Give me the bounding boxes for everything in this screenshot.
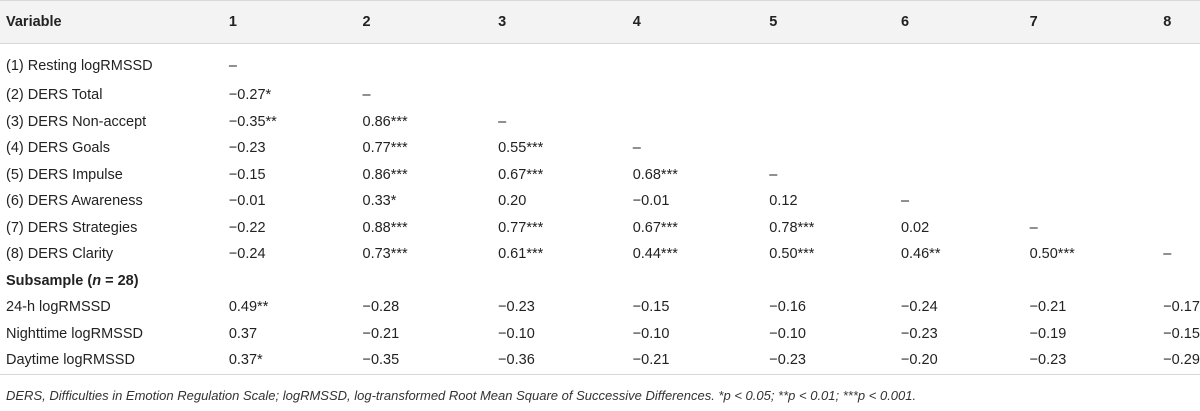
table-header (0, 1, 1200, 44)
table-cell (492, 44, 627, 83)
table-cell: −0.35 (357, 347, 493, 374)
table-cell: −0.36 (492, 347, 627, 374)
table-cell: 0.77*** (498, 219, 544, 236)
table-cell (895, 82, 1024, 109)
table-cell: 0.37* (223, 347, 357, 374)
subsample-title-n: n (92, 272, 102, 289)
row-label: Daytime logRMSSD (0, 347, 223, 374)
table-cell (1157, 215, 1200, 242)
row-label: (1) Resting logRMSSD (6, 58, 153, 74)
table-cell: 0.20 (498, 193, 527, 210)
table-cell: −0.23 (900, 325, 938, 342)
table-cell: 0.67*** (632, 219, 678, 236)
table-cell: −0.15 (228, 166, 266, 183)
table-cell: – (900, 193, 910, 210)
table-cell: −0.27* (228, 87, 272, 104)
table-cell: 0.44*** (632, 246, 678, 263)
table-cell (763, 135, 895, 162)
row-label: (8) DERS Clarity (6, 246, 114, 263)
table-cell: −0.24 (228, 246, 266, 263)
table-cell: −0.16 (769, 299, 806, 316)
row-label: (4) DERS Goals (6, 140, 110, 157)
table-cell: – (769, 166, 778, 183)
table-cell: – (498, 113, 507, 130)
table-cell: 0.88*** (362, 219, 408, 236)
table-cell: 0.33* (362, 193, 397, 210)
table-body (0, 44, 1200, 375)
table-cell (895, 162, 1024, 189)
table-row (0, 162, 1200, 189)
row-label: Nighttime logRMSSD (6, 325, 143, 342)
table-cell: 0.02 (900, 219, 930, 236)
table-cell (895, 44, 1024, 83)
column-header-3: 3 (492, 1, 627, 44)
table-cell (763, 109, 895, 136)
table-cell (1157, 82, 1200, 109)
table-cell: 0.50*** (769, 246, 815, 263)
table-cell (763, 44, 895, 83)
table-cell (1157, 109, 1200, 136)
table-cell (1157, 162, 1200, 189)
column-header-6: 6 (895, 1, 1024, 44)
table-cell (1024, 44, 1158, 83)
table-cell: 0.50*** (1029, 246, 1075, 263)
table-row (0, 215, 1200, 242)
table-cell (895, 135, 1024, 162)
column-header-variable: Variable (0, 1, 223, 44)
table-row (0, 347, 1200, 374)
table-cell: −0.21 (362, 325, 400, 342)
table-cell: 0.12 (769, 193, 798, 210)
table-cell (627, 44, 764, 83)
table-cell (492, 82, 627, 109)
column-header-5: 5 (763, 1, 895, 44)
table-cell: −0.23 (1024, 347, 1158, 374)
table-cell (1024, 135, 1158, 162)
subsample-title-prefix: Subsample ( (6, 272, 93, 289)
table-cell: – (1029, 219, 1038, 236)
table-cell: 0.73*** (362, 246, 408, 263)
table-cell: −0.15 (632, 299, 670, 316)
table-cell (1024, 188, 1158, 215)
table-row (0, 135, 1200, 162)
table-cell: −0.29 (1157, 347, 1200, 374)
row-label: (3) DERS Non-accept (6, 113, 147, 130)
table-cell: 0.68*** (632, 166, 678, 183)
table-cell: −0.21 (627, 347, 764, 374)
table-cell (1157, 44, 1200, 83)
table-row (0, 321, 1200, 348)
table-cell: −0.01 (228, 193, 266, 210)
table-cell: – (632, 140, 641, 157)
table-cell: 0.78*** (769, 219, 815, 236)
subsample-title-suffix: = 28) (101, 272, 139, 289)
table-cell: −0.23 (763, 347, 895, 374)
column-header-7: 7 (1024, 1, 1158, 44)
table-row (0, 188, 1200, 215)
table-cell: – (362, 87, 371, 104)
table-cell: 0.37 (228, 325, 258, 342)
row-label: (5) DERS Impulse (6, 166, 123, 183)
table-cell: −0.01 (632, 193, 670, 210)
column-header-8: 8 (1157, 1, 1200, 44)
table-cell: −0.23 (498, 299, 535, 316)
table-cell: 0.61*** (498, 246, 544, 263)
column-header-2: 2 (357, 1, 493, 44)
table-cell: – (1163, 246, 1172, 263)
table-cell: −0.28 (362, 299, 400, 316)
table-cell: 0.46** (900, 246, 941, 263)
table-cell: −0.10 (769, 325, 806, 342)
table-cell: −0.10 (498, 325, 535, 342)
subsample-header-row (0, 268, 1200, 295)
table-footnote: DERS, Difficulties in Emotion Regulation Scale; logRMSSD, log-transformed Root Mean Square of Successive Differences. *p < 0.05; **p < 0.01; ***p < 0.001. (6, 388, 917, 403)
row-label: 24-h logRMSSD (6, 299, 111, 316)
row-label: (6) DERS Awareness (6, 193, 143, 210)
table-cell (1157, 135, 1200, 162)
table-cell: −0.10 (632, 325, 670, 342)
table-row (0, 241, 1200, 268)
table-cell: 0.67*** (498, 166, 544, 183)
table-cell: – (228, 58, 237, 74)
table-cell (627, 82, 764, 109)
table-cell (1024, 82, 1158, 109)
table-cell (895, 109, 1024, 136)
row-label: (7) DERS Strategies (6, 219, 138, 236)
column-header-4: 4 (627, 1, 764, 44)
table-cell: −0.22 (228, 219, 266, 236)
table-cell (763, 82, 895, 109)
table-cell: 0.86*** (362, 113, 408, 130)
table-cell: 0.55*** (498, 140, 544, 157)
table-cell (357, 44, 493, 83)
table-cell: −0.20 (895, 347, 1024, 374)
table-row (0, 294, 1200, 321)
header-row (0, 1, 1200, 44)
column-header-1: 1 (223, 1, 357, 44)
table-cell: −0.23 (228, 140, 266, 157)
table-cell: 0.86*** (362, 166, 408, 183)
table-row (0, 44, 1200, 83)
table-cell (1024, 162, 1158, 189)
table-cell: 0.77*** (362, 140, 408, 157)
table-cell: −0.19 (1029, 325, 1067, 342)
table-cell (1024, 109, 1158, 136)
table-cell: −0.15 (1163, 325, 1200, 342)
table-cell (1157, 188, 1200, 215)
table-cell: −0.21 (1029, 299, 1067, 316)
table-row (0, 82, 1200, 109)
table-cell: −0.35** (228, 113, 277, 130)
subsample-title (0, 268, 1200, 295)
table-cell (627, 109, 764, 136)
row-label: (2) DERS Total (6, 87, 103, 104)
table-cell: −0.24 (900, 299, 938, 316)
table-row (0, 109, 1200, 136)
table-cell: −0.17 (1163, 299, 1200, 316)
table-cell: 0.49** (228, 299, 269, 316)
